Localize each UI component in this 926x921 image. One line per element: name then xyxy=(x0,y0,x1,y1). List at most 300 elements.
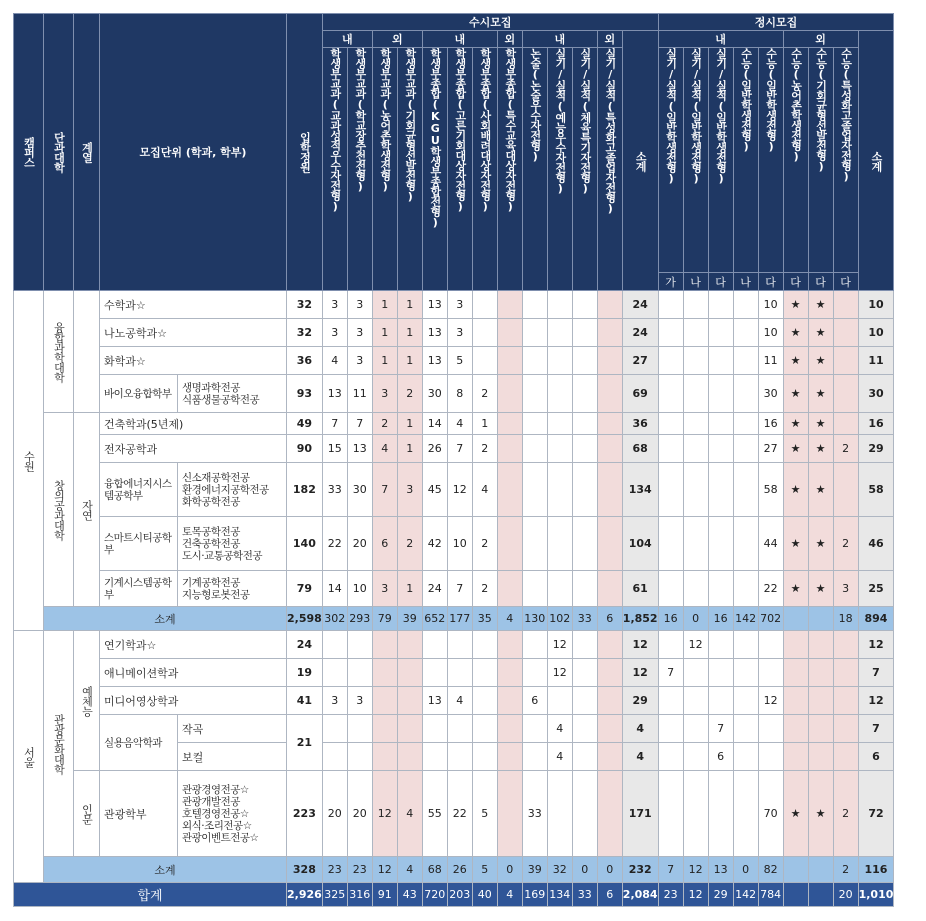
data-cell: 2 xyxy=(472,571,497,607)
quota-cell: 182 xyxy=(287,463,323,517)
data-cell: 5 xyxy=(447,347,472,375)
susi-col-header: 학생부종합(사회배려대상자전형) xyxy=(472,48,497,291)
unit-header: 모집단위 (학과, 학부) xyxy=(100,14,287,291)
data-cell: 5 xyxy=(472,771,497,857)
data-cell: 3 xyxy=(347,347,372,375)
data-cell xyxy=(547,375,572,413)
susi-subtotal-cell: 4 xyxy=(622,743,658,771)
data-cell: 4 xyxy=(497,883,522,907)
susi-nae-2: 내 xyxy=(422,31,497,48)
data-cell xyxy=(733,659,758,687)
data-cell xyxy=(572,291,597,319)
data-cell xyxy=(808,687,833,715)
data-cell: 4 xyxy=(447,687,472,715)
data-cell xyxy=(472,743,497,771)
table-row xyxy=(14,375,894,413)
data-cell: ★ xyxy=(783,771,808,857)
data-cell xyxy=(733,687,758,715)
susi-subtotal-cell: 36 xyxy=(622,413,658,435)
data-cell: 3 xyxy=(833,571,858,607)
data-cell: 4 xyxy=(322,347,347,375)
campus-label: 수원 xyxy=(22,450,36,471)
data-cell: 177 xyxy=(447,607,472,631)
data-cell xyxy=(658,743,683,771)
jeongsi-subtotal-cell: 12 xyxy=(858,631,894,659)
jeongsi-col-header: 수능(특성화고졸업자전형) xyxy=(833,48,858,273)
data-cell xyxy=(833,631,858,659)
data-cell: 0 xyxy=(683,607,708,631)
data-cell xyxy=(572,631,597,659)
data-cell xyxy=(372,659,397,687)
data-cell: 16 xyxy=(658,607,683,631)
data-cell: 70 xyxy=(758,771,783,857)
data-cell xyxy=(783,883,808,907)
data-cell xyxy=(497,375,522,413)
group-label: 나 xyxy=(683,273,708,291)
susi-col-header: 학생부교과(교과성적우수자전형) xyxy=(322,48,347,291)
data-cell xyxy=(522,319,547,347)
data-cell xyxy=(497,319,522,347)
data-cell: 5 xyxy=(472,857,497,883)
college-label: 융합과학대학 xyxy=(52,321,66,382)
data-cell xyxy=(833,715,858,743)
data-cell xyxy=(758,715,783,743)
field-label: 예체능 xyxy=(80,685,94,716)
campus-cell xyxy=(14,631,44,883)
data-cell: 15 xyxy=(322,435,347,463)
data-cell xyxy=(683,571,708,607)
data-cell: 7 xyxy=(372,463,397,517)
data-cell xyxy=(683,743,708,771)
table-row xyxy=(14,347,894,375)
data-cell: 2 xyxy=(472,435,497,463)
data-cell: ★ xyxy=(808,413,833,435)
data-cell: ★ xyxy=(783,375,808,413)
data-cell: 0 xyxy=(597,857,622,883)
data-cell: 3 xyxy=(397,463,422,517)
susi-col-header: 실기/실적(체육특기자전형) xyxy=(572,48,597,291)
data-cell: 39 xyxy=(397,607,422,631)
data-cell xyxy=(708,375,733,413)
data-cell xyxy=(522,631,547,659)
data-cell: 33 xyxy=(572,607,597,631)
subtotal-row xyxy=(14,857,894,883)
table-row xyxy=(14,319,894,347)
data-cell: ★ xyxy=(783,413,808,435)
data-cell xyxy=(658,435,683,463)
data-cell: 8 xyxy=(447,375,472,413)
susi-subtotal-cell: 171 xyxy=(622,771,658,857)
data-cell: 23 xyxy=(322,857,347,883)
major-cell: 기계공학전공 지능형로봇전공 xyxy=(178,571,287,607)
data-cell xyxy=(808,883,833,907)
data-cell xyxy=(597,463,622,517)
data-cell: 13 xyxy=(322,375,347,413)
data-cell xyxy=(708,687,733,715)
data-cell: 4 xyxy=(447,413,472,435)
major-cell: 작곡 xyxy=(178,715,287,743)
data-cell: 13 xyxy=(422,319,447,347)
data-cell: 18 xyxy=(833,607,858,631)
data-cell xyxy=(472,291,497,319)
data-cell: 24 xyxy=(422,571,447,607)
data-cell: 22 xyxy=(322,517,347,571)
data-cell xyxy=(347,659,372,687)
data-cell xyxy=(708,517,733,571)
susi-subtotal-cell: 27 xyxy=(622,347,658,375)
jeongsi-subtotal-cell: 894 xyxy=(858,607,894,631)
susi-col-header: 학생부교과(농어촌학생전형) xyxy=(372,48,397,291)
data-cell: 1 xyxy=(397,413,422,435)
field-label: 자연 xyxy=(80,499,94,520)
dept-cell: 애니메이션학과 xyxy=(100,659,287,687)
data-cell xyxy=(472,347,497,375)
data-cell: 7 xyxy=(658,659,683,687)
quota-cell: 2,926 xyxy=(287,883,323,907)
data-cell: 58 xyxy=(758,463,783,517)
jeongsi-subtotal-cell: 25 xyxy=(858,571,894,607)
data-cell xyxy=(372,743,397,771)
field-cell xyxy=(74,771,100,857)
data-cell xyxy=(658,375,683,413)
data-cell: 102 xyxy=(547,607,572,631)
data-cell: 6 xyxy=(372,517,397,571)
data-cell xyxy=(733,291,758,319)
data-cell: 2 xyxy=(472,375,497,413)
susi-col-header: 학생부교과(학교장추천전형) xyxy=(347,48,372,291)
quota-cell: 90 xyxy=(287,435,323,463)
data-cell: 0 xyxy=(572,857,597,883)
data-cell: 7 xyxy=(347,413,372,435)
data-cell xyxy=(658,413,683,435)
dept-cell: 연기학과☆ xyxy=(100,631,287,659)
data-cell: ★ xyxy=(808,571,833,607)
susi-nae-1: 내 xyxy=(322,31,372,48)
data-cell xyxy=(522,435,547,463)
data-cell: 91 xyxy=(372,883,397,907)
susi-subtotal-cell: 61 xyxy=(622,571,658,607)
data-cell: 12 xyxy=(447,463,472,517)
data-cell: 6 xyxy=(597,883,622,907)
data-cell xyxy=(658,631,683,659)
data-cell xyxy=(658,771,683,857)
data-cell: 10 xyxy=(347,571,372,607)
group-label: 다 xyxy=(808,273,833,291)
data-cell xyxy=(572,375,597,413)
data-cell xyxy=(733,435,758,463)
data-cell: 1 xyxy=(372,319,397,347)
data-cell xyxy=(522,743,547,771)
data-cell: 3 xyxy=(322,319,347,347)
data-cell xyxy=(597,347,622,375)
quota-cell: 32 xyxy=(287,291,323,319)
data-cell xyxy=(422,631,447,659)
data-cell: 4 xyxy=(497,607,522,631)
data-cell xyxy=(497,347,522,375)
data-cell: 44 xyxy=(758,517,783,571)
subtotal-row xyxy=(14,607,894,631)
data-cell xyxy=(683,435,708,463)
jeongsi-subtotal-cell: 12 xyxy=(858,687,894,715)
group-label: 다 xyxy=(708,273,733,291)
data-cell: 2 xyxy=(833,435,858,463)
data-cell xyxy=(733,771,758,857)
data-cell xyxy=(833,463,858,517)
college-label: 창의공과대학 xyxy=(52,479,66,540)
data-cell: 3 xyxy=(322,687,347,715)
data-cell xyxy=(683,715,708,743)
data-cell: 11 xyxy=(347,375,372,413)
data-cell xyxy=(683,463,708,517)
data-cell xyxy=(547,347,572,375)
data-cell: 20 xyxy=(347,517,372,571)
data-cell: 30 xyxy=(422,375,447,413)
dept-cell: 건축학과(5년제) xyxy=(100,413,287,435)
data-cell: ★ xyxy=(783,319,808,347)
data-cell: 12 xyxy=(372,771,397,857)
data-cell xyxy=(572,771,597,857)
quota-cell: 41 xyxy=(287,687,323,715)
susi-subtotal-cell: 69 xyxy=(622,375,658,413)
data-cell xyxy=(658,319,683,347)
quota-cell: 79 xyxy=(287,571,323,607)
group-label: 다 xyxy=(833,273,858,291)
jeongsi-subtotal-cell: 10 xyxy=(858,291,894,319)
jeongsi-col-header: 실기/실적(일반학생전형) xyxy=(708,48,733,273)
data-cell xyxy=(658,571,683,607)
jeongsi-subtotal-cell: 116 xyxy=(858,857,894,883)
data-cell: 203 xyxy=(447,883,472,907)
data-cell: 26 xyxy=(447,857,472,883)
data-cell: ★ xyxy=(783,517,808,571)
subtotal-label: 소계 xyxy=(44,607,287,631)
data-cell: 13 xyxy=(347,435,372,463)
susi-subtotal-cell: 12 xyxy=(622,631,658,659)
susi-subtotal-cell: 4 xyxy=(622,715,658,743)
susi-subtotal-cell: 1,852 xyxy=(622,607,658,631)
data-cell xyxy=(397,687,422,715)
data-cell xyxy=(808,743,833,771)
total-label: 합계 xyxy=(14,883,287,907)
data-cell: 20 xyxy=(322,771,347,857)
data-cell xyxy=(597,319,622,347)
data-cell: 325 xyxy=(322,883,347,907)
data-cell xyxy=(658,687,683,715)
data-cell xyxy=(522,715,547,743)
data-cell: ★ xyxy=(808,463,833,517)
data-cell: 30 xyxy=(758,375,783,413)
quota-cell: 93 xyxy=(287,375,323,413)
data-cell: 32 xyxy=(547,857,572,883)
data-cell xyxy=(497,715,522,743)
data-cell xyxy=(497,413,522,435)
data-cell: 1 xyxy=(397,319,422,347)
quota-cell: 21 xyxy=(287,715,323,771)
susi-col-header: 학생부종합(고른기회대상자전형) xyxy=(447,48,472,291)
jeongsi-subtotal-cell: 30 xyxy=(858,375,894,413)
data-cell xyxy=(808,607,833,631)
quota-cell: 32 xyxy=(287,319,323,347)
data-cell: 23 xyxy=(658,883,683,907)
susi-subtotal-cell: 24 xyxy=(622,291,658,319)
data-cell: 7 xyxy=(447,435,472,463)
data-cell xyxy=(472,715,497,743)
data-cell xyxy=(833,347,858,375)
data-cell xyxy=(497,571,522,607)
data-cell: 4 xyxy=(372,435,397,463)
data-cell xyxy=(733,347,758,375)
quota-cell: 2,598 xyxy=(287,607,323,631)
data-cell: 2 xyxy=(833,771,858,857)
data-cell xyxy=(497,435,522,463)
data-cell: 1 xyxy=(372,291,397,319)
susi-col-header: 학생부교과(기회균형선발전형) xyxy=(397,48,422,291)
data-cell: 45 xyxy=(422,463,447,517)
data-cell xyxy=(833,291,858,319)
data-cell xyxy=(783,687,808,715)
data-cell: 27 xyxy=(758,435,783,463)
data-cell: ★ xyxy=(783,291,808,319)
data-cell xyxy=(597,375,622,413)
dept-cell: 전자공학과 xyxy=(100,435,287,463)
data-cell xyxy=(733,715,758,743)
susi-oe-1: 외 xyxy=(372,31,422,48)
data-cell xyxy=(733,463,758,517)
data-cell xyxy=(472,659,497,687)
table-row xyxy=(14,463,894,517)
college-header: 단과대학 xyxy=(44,14,74,291)
table-row xyxy=(14,659,894,687)
data-cell xyxy=(472,631,497,659)
data-cell: 3 xyxy=(322,291,347,319)
data-cell: ★ xyxy=(783,463,808,517)
susi-subtotal-cell: 12 xyxy=(622,659,658,687)
data-cell xyxy=(783,743,808,771)
table-row xyxy=(14,435,894,463)
susi-subtotal-header: 소계 xyxy=(622,31,658,291)
data-cell: 6 xyxy=(597,607,622,631)
data-cell xyxy=(683,347,708,375)
data-cell xyxy=(708,463,733,517)
jeongsi-subtotal-header: 소계 xyxy=(858,31,894,291)
data-cell: 2 xyxy=(397,517,422,571)
group-label: 다 xyxy=(783,273,808,291)
data-cell xyxy=(733,743,758,771)
data-cell xyxy=(572,659,597,687)
major-cell: 관광경영전공☆ 관광개발전공 호텔경영전공☆ 외식·조리전공☆ 관광이벤트전공☆ xyxy=(178,771,287,857)
data-cell: 14 xyxy=(422,413,447,435)
data-cell xyxy=(397,659,422,687)
data-cell xyxy=(372,715,397,743)
data-cell: ★ xyxy=(808,291,833,319)
data-cell: 10 xyxy=(758,291,783,319)
field-label: 인문 xyxy=(80,803,94,824)
jeongsi-subtotal-cell: 7 xyxy=(858,659,894,687)
data-cell xyxy=(572,435,597,463)
college-cell xyxy=(44,413,74,607)
data-cell xyxy=(597,743,622,771)
data-cell: 35 xyxy=(472,607,497,631)
data-cell: 3 xyxy=(447,319,472,347)
data-cell xyxy=(422,743,447,771)
data-cell xyxy=(322,715,347,743)
dept-cell: 화학과☆ xyxy=(100,347,287,375)
data-cell: 7 xyxy=(708,715,733,743)
data-cell: 1 xyxy=(397,347,422,375)
field-blank xyxy=(74,291,100,413)
data-cell: 3 xyxy=(372,571,397,607)
data-cell xyxy=(833,319,858,347)
susi-subtotal-cell: 232 xyxy=(622,857,658,883)
data-cell: 26 xyxy=(422,435,447,463)
data-cell xyxy=(708,659,733,687)
admission-quota-table xyxy=(13,13,894,907)
susi-col-header: 학생부종합(KGU학생부종합전형) xyxy=(422,48,447,291)
jeongsi-col-header: 수능(일반학생전형) xyxy=(758,48,783,273)
campus-header: 캠퍼스 xyxy=(14,14,44,291)
admission-table-container xyxy=(13,13,894,907)
data-cell: 142 xyxy=(733,883,758,907)
data-cell: 23 xyxy=(347,857,372,883)
table-row xyxy=(14,413,894,435)
data-cell xyxy=(547,413,572,435)
campus-cell xyxy=(14,291,44,631)
data-cell xyxy=(833,413,858,435)
data-cell: ★ xyxy=(808,771,833,857)
data-cell xyxy=(833,687,858,715)
data-cell: 40 xyxy=(472,883,497,907)
jeongsi-col-header: 수능(기회균형선발전형) xyxy=(808,48,833,273)
quota-cell: 223 xyxy=(287,771,323,857)
data-cell: 2 xyxy=(397,375,422,413)
data-cell xyxy=(783,659,808,687)
data-cell xyxy=(497,659,522,687)
table-row xyxy=(14,571,894,607)
data-cell: 10 xyxy=(447,517,472,571)
data-cell: 0 xyxy=(497,857,522,883)
data-cell: 33 xyxy=(322,463,347,517)
data-cell: 22 xyxy=(758,571,783,607)
susi-col-header: 논술(논술우수자전형) xyxy=(522,48,547,291)
data-cell xyxy=(708,771,733,857)
data-cell: 293 xyxy=(347,607,372,631)
data-cell: 12 xyxy=(683,631,708,659)
group-label: 가 xyxy=(658,273,683,291)
table-row xyxy=(14,687,894,715)
data-cell xyxy=(497,743,522,771)
data-cell xyxy=(397,715,422,743)
data-cell xyxy=(447,631,472,659)
data-cell: 82 xyxy=(758,857,783,883)
data-cell: 16 xyxy=(708,607,733,631)
data-cell: 13 xyxy=(422,347,447,375)
susi-col-header: 실기/실적(예능우수자전형) xyxy=(547,48,572,291)
susi-col-header: 실기/실적(특성화고졸업자전형) xyxy=(597,48,622,291)
subtotal-label: 소계 xyxy=(44,857,287,883)
susi-nae-3: 내 xyxy=(522,31,597,48)
data-cell: 4 xyxy=(397,771,422,857)
dept-cell: 관광학부 xyxy=(100,771,178,857)
data-cell xyxy=(522,291,547,319)
data-cell: 12 xyxy=(547,631,572,659)
data-cell: ★ xyxy=(808,319,833,347)
data-cell xyxy=(833,743,858,771)
data-cell: ★ xyxy=(783,435,808,463)
data-cell xyxy=(497,687,522,715)
data-cell xyxy=(708,291,733,319)
data-cell xyxy=(422,715,447,743)
data-cell xyxy=(783,631,808,659)
